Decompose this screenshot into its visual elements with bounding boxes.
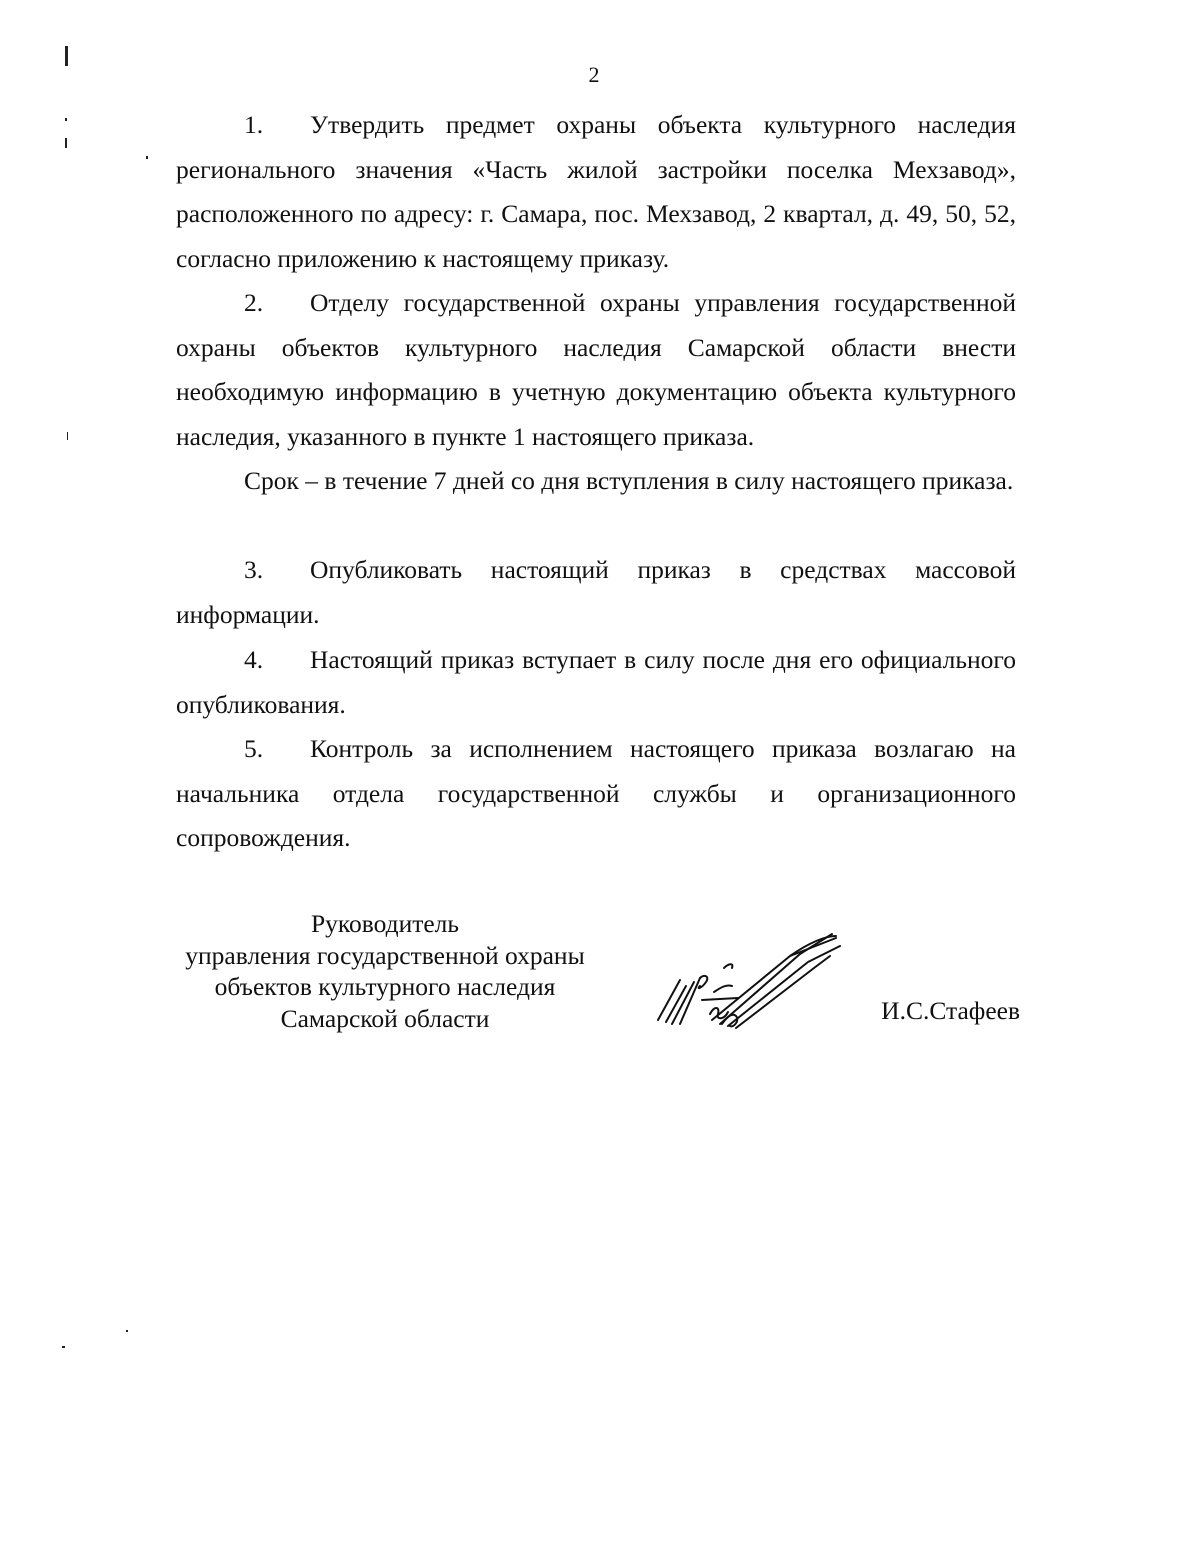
clause-2 (176, 281, 1016, 460)
page-number: 2 (588, 62, 600, 87)
clause-text: Настоящий приказ вступает в силу после дня его официального опубликования. (176, 645, 1016, 719)
clause-4 (176, 638, 1016, 727)
handwritten-signature-icon (640, 928, 850, 1038)
clause-1 (176, 103, 1016, 282)
scan-mark (65, 138, 67, 148)
scan-mark (146, 156, 148, 159)
clause-text: Отделу государственной охраны управления государственной охраны объектов культурного наследия Самарской области внести необходимую информацию в учетную документацию объекта культурного наследия, указанного в пункте 1 настоящего приказа. (176, 288, 1016, 452)
clause-number: 1. (244, 110, 264, 139)
scan-mark (62, 1346, 65, 1348)
signatory-position-line: Самарской области (280, 1003, 490, 1033)
clause-text: Опубликовать настоящий приказ в средствах массовой информации. (176, 555, 1016, 629)
signatory-position-line: объектов культурного наследия (214, 972, 556, 1001)
signatory-position-line: Руководитель (310, 909, 460, 938)
signer-name: И.С.Стафеев (881, 996, 1020, 1025)
clause-5 (176, 727, 1016, 861)
deadline-text: Срок – в течение 7 дней со дня вступления в силу настоящего приказа. (244, 466, 1014, 495)
clause-3 (176, 548, 1016, 637)
scan-mark (65, 118, 67, 121)
clause-number: 4. (244, 645, 264, 674)
scan-mark (126, 1330, 128, 1332)
scan-mark (67, 432, 68, 440)
clause-text: Контроль за исполнением настоящего приказа возлагаю на начальника отдела государственной службы и организационного сопровождения. (176, 734, 1016, 853)
clause-number: 5. (244, 734, 264, 763)
signatory-position (176, 908, 594, 1034)
clause-number: 2. (244, 288, 264, 317)
signatory-position-line: управления государственной охраны (185, 940, 585, 970)
clause-number: 3. (244, 555, 264, 584)
clause-text: Утвердить предмет охраны объекта культурного наследия регионального значения «Часть жилой застройки поселка Мехзавод», расположенного по адресу: г. Самара, пос. Мехзавод, 2 квартал, д. 49, 50, 52, согласно приложению к настоящему приказу. (176, 110, 1016, 274)
